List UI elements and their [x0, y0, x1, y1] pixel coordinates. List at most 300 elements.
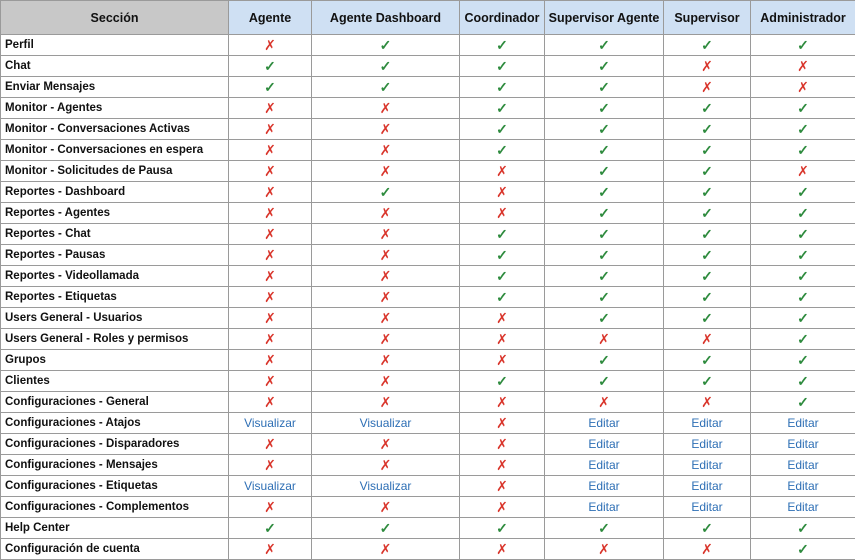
permission-cell [545, 203, 664, 224]
section-name: Reportes - Dashboard [1, 182, 229, 203]
permission-level-text: Editar [691, 458, 723, 472]
permission-cell [460, 329, 545, 350]
check-icon: ✓ [496, 225, 508, 242]
table-row [1, 56, 855, 77]
table-row [1, 392, 855, 413]
table-row [1, 476, 855, 497]
permission-cell [664, 329, 751, 350]
permission-cell [545, 413, 664, 434]
cross-icon: ✗ [264, 162, 276, 179]
permission-cell [229, 434, 312, 455]
permission-level-text: Editar [588, 500, 620, 514]
permission-cell [460, 539, 545, 560]
permission-cell [664, 539, 751, 560]
permission-cell [751, 371, 855, 392]
section-name: Configuraciones - Atajos [1, 413, 229, 434]
cross-icon: ✗ [496, 162, 508, 179]
permission-cell [545, 245, 664, 266]
permission-cell [460, 308, 545, 329]
permission-cell [545, 224, 664, 245]
check-icon: ✓ [598, 120, 610, 137]
permission-cell [545, 539, 664, 560]
section-name: Grupos [1, 350, 229, 371]
cross-icon: ✗ [496, 456, 508, 473]
permission-cell [664, 476, 751, 497]
permission-cell [229, 56, 312, 77]
permission-cell [751, 182, 855, 203]
section-name: Reportes - Pausas [1, 245, 229, 266]
cross-icon: ✗ [496, 393, 508, 410]
table-row [1, 518, 855, 539]
cross-icon: ✗ [264, 204, 276, 221]
table-row [1, 203, 855, 224]
permission-cell [664, 224, 751, 245]
cross-icon: ✗ [264, 267, 276, 284]
permission-level-text: Editar [787, 437, 819, 451]
section-name: Monitor - Solicitudes de Pausa [1, 161, 229, 182]
check-icon: ✓ [379, 36, 392, 53]
permission-cell [229, 371, 312, 392]
permission-cell [751, 476, 855, 497]
permission-cell [312, 539, 460, 560]
section-name: Monitor - Conversaciones Activas [1, 119, 229, 140]
section-name: Chat [1, 56, 229, 77]
check-icon: ✓ [797, 246, 809, 263]
cross-icon: ✗ [379, 372, 392, 389]
table-row [1, 119, 855, 140]
permission-cell [751, 539, 855, 560]
permission-cell [460, 161, 545, 182]
header-administrador: Administrador [751, 1, 855, 35]
cross-icon: ✗ [379, 120, 392, 137]
check-icon: ✓ [701, 141, 713, 158]
cross-icon: ✗ [264, 351, 276, 368]
check-icon: ✓ [496, 141, 508, 158]
check-icon: ✓ [797, 99, 809, 116]
permission-cell [545, 455, 664, 476]
cross-icon: ✗ [496, 498, 508, 515]
permission-level-text: Editar [787, 500, 819, 514]
permission-cell [460, 35, 545, 56]
permission-cell [664, 140, 751, 161]
permission-cell [545, 350, 664, 371]
cross-icon: ✗ [496, 351, 508, 368]
permission-cell [751, 518, 855, 539]
cross-icon: ✗ [496, 435, 508, 452]
permission-cell [312, 35, 460, 56]
cross-icon: ✗ [264, 36, 276, 53]
permission-cell [664, 98, 751, 119]
permission-cell [312, 308, 460, 329]
permission-level-text: Visualizar [359, 479, 412, 493]
cross-icon: ✗ [264, 330, 276, 347]
permission-level-text: Editar [787, 416, 819, 430]
permission-cell [664, 371, 751, 392]
permission-level-text: Editar [787, 458, 819, 472]
section-name: Configuraciones - Etiquetas [1, 476, 229, 497]
cross-icon: ✗ [379, 267, 392, 284]
cross-icon: ✗ [264, 372, 276, 389]
section-name: Reportes - Etiquetas [1, 287, 229, 308]
permission-level-text: Editar [588, 458, 620, 472]
permission-cell [545, 434, 664, 455]
check-icon: ✓ [701, 225, 713, 242]
table-row [1, 539, 855, 560]
permission-cell [751, 119, 855, 140]
check-icon: ✓ [598, 309, 610, 326]
check-icon: ✓ [701, 519, 713, 536]
cross-icon: ✗ [598, 393, 610, 410]
cross-icon: ✗ [264, 183, 276, 200]
check-icon: ✓ [797, 141, 809, 158]
permission-cell [229, 455, 312, 476]
permission-cell [312, 98, 460, 119]
section-name: Reportes - Chat [1, 224, 229, 245]
permission-cell [460, 98, 545, 119]
permission-cell [545, 518, 664, 539]
cross-icon: ✗ [264, 456, 276, 473]
cross-icon: ✗ [379, 204, 392, 221]
cross-icon: ✗ [379, 288, 392, 305]
cross-icon: ✗ [379, 540, 392, 557]
check-icon: ✓ [701, 99, 713, 116]
check-icon: ✓ [598, 519, 610, 536]
permission-level-text: Editar [588, 479, 620, 493]
check-icon: ✓ [379, 519, 392, 536]
cross-icon: ✗ [264, 99, 276, 116]
check-icon: ✓ [797, 120, 809, 137]
cross-icon: ✗ [701, 540, 713, 557]
permission-cell [312, 434, 460, 455]
check-icon: ✓ [701, 120, 713, 137]
permission-cell [460, 350, 545, 371]
permission-cell [312, 161, 460, 182]
check-icon: ✓ [797, 183, 809, 200]
cross-icon: ✗ [797, 57, 809, 74]
cross-icon: ✗ [496, 414, 508, 431]
permission-cell [312, 329, 460, 350]
cross-icon: ✗ [264, 393, 276, 410]
permission-cell [312, 140, 460, 161]
cross-icon: ✗ [496, 330, 508, 347]
permission-cell [460, 371, 545, 392]
check-icon: ✓ [496, 57, 508, 74]
permission-cell [229, 518, 312, 539]
permission-cell [460, 203, 545, 224]
section-name: Clientes [1, 371, 229, 392]
permission-cell [312, 245, 460, 266]
table-row [1, 161, 855, 182]
permission-cell [545, 476, 664, 497]
permission-cell [460, 413, 545, 434]
permission-cell [229, 203, 312, 224]
check-icon: ✓ [598, 204, 610, 221]
permission-cell [545, 329, 664, 350]
check-icon: ✓ [264, 57, 276, 74]
permission-cell [229, 413, 312, 434]
permission-cell [751, 434, 855, 455]
permission-cell [664, 434, 751, 455]
table-row [1, 35, 855, 56]
check-icon: ✓ [701, 309, 713, 326]
permission-cell [229, 392, 312, 413]
check-icon: ✓ [598, 141, 610, 158]
check-icon: ✓ [379, 78, 392, 95]
permission-cell [664, 245, 751, 266]
permission-cell [229, 77, 312, 98]
permission-cell [229, 497, 312, 518]
permission-cell [312, 203, 460, 224]
cross-icon: ✗ [379, 456, 392, 473]
cross-icon: ✗ [797, 162, 809, 179]
permission-cell [312, 371, 460, 392]
check-icon: ✓ [701, 246, 713, 263]
section-name: Reportes - Agentes [1, 203, 229, 224]
table-row [1, 287, 855, 308]
cross-icon: ✗ [264, 141, 276, 158]
cross-icon: ✗ [379, 330, 392, 347]
permission-cell [751, 245, 855, 266]
permission-cell [460, 455, 545, 476]
permission-cell [664, 455, 751, 476]
check-icon: ✓ [797, 204, 809, 221]
permission-level-text: Visualizar [244, 416, 296, 430]
cross-icon: ✗ [264, 309, 276, 326]
permission-level-text: Editar [691, 416, 723, 430]
section-name: Configuraciones - Disparadores [1, 434, 229, 455]
cross-icon: ✗ [264, 435, 276, 452]
permission-cell [312, 119, 460, 140]
permission-cell [664, 287, 751, 308]
check-icon: ✓ [598, 99, 610, 116]
permission-cell [312, 56, 460, 77]
check-icon: ✓ [598, 288, 610, 305]
check-icon: ✓ [496, 372, 508, 389]
cross-icon: ✗ [496, 309, 508, 326]
check-icon: ✓ [701, 36, 713, 53]
cross-icon: ✗ [264, 288, 276, 305]
check-icon: ✓ [496, 519, 508, 536]
permission-cell [664, 182, 751, 203]
check-icon: ✓ [598, 36, 610, 53]
permission-cell [545, 371, 664, 392]
cross-icon: ✗ [264, 498, 276, 515]
permission-cell [664, 392, 751, 413]
check-icon: ✓ [496, 36, 508, 53]
permission-level-text: Editar [588, 416, 620, 430]
cross-icon: ✗ [496, 183, 508, 200]
permission-cell [664, 413, 751, 434]
check-icon: ✓ [797, 540, 809, 557]
permission-cell [460, 245, 545, 266]
check-icon: ✓ [598, 78, 610, 95]
cross-icon: ✗ [379, 393, 392, 410]
table-row [1, 413, 855, 434]
permission-cell [460, 224, 545, 245]
check-icon: ✓ [701, 288, 713, 305]
permission-level-text: Visualizar [359, 416, 412, 430]
check-icon: ✓ [797, 288, 809, 305]
header-supervisor: Supervisor [664, 1, 751, 35]
cross-icon: ✗ [379, 99, 392, 116]
check-icon: ✓ [264, 78, 276, 95]
cross-icon: ✗ [496, 204, 508, 221]
permission-cell [460, 119, 545, 140]
header-seccion: Sección [1, 1, 229, 35]
check-icon: ✓ [379, 57, 392, 74]
permission-cell [664, 497, 751, 518]
check-icon: ✓ [379, 183, 392, 200]
permission-cell [312, 224, 460, 245]
cross-icon: ✗ [379, 162, 392, 179]
permission-cell [545, 287, 664, 308]
permission-cell [664, 56, 751, 77]
table-row [1, 266, 855, 287]
cross-icon: ✗ [701, 330, 713, 347]
check-icon: ✓ [598, 57, 610, 74]
permission-cell [312, 182, 460, 203]
permission-cell [664, 266, 751, 287]
permission-cell [664, 350, 751, 371]
cross-icon: ✗ [701, 78, 713, 95]
permission-cell [664, 35, 751, 56]
permission-cell [664, 119, 751, 140]
check-icon: ✓ [598, 183, 610, 200]
permission-cell [545, 497, 664, 518]
permission-cell [460, 266, 545, 287]
permission-cell [312, 518, 460, 539]
permission-level-text: Editar [691, 437, 723, 451]
permission-cell [545, 308, 664, 329]
cross-icon: ✗ [496, 540, 508, 557]
check-icon: ✓ [598, 372, 610, 389]
permission-cell [664, 203, 751, 224]
section-name: Perfil [1, 35, 229, 56]
permission-cell [229, 539, 312, 560]
permission-cell [545, 56, 664, 77]
section-name: Monitor - Agentes [1, 98, 229, 119]
permission-cell [229, 140, 312, 161]
permission-cell [229, 119, 312, 140]
header-supervisor-agente: Supervisor Agente [545, 1, 664, 35]
check-icon: ✓ [797, 351, 809, 368]
header-agente: Agente [229, 1, 312, 35]
cross-icon: ✗ [379, 246, 392, 263]
check-icon: ✓ [797, 309, 809, 326]
cross-icon: ✗ [379, 351, 392, 368]
permission-cell [751, 77, 855, 98]
permission-cell [751, 161, 855, 182]
table-body [1, 35, 855, 560]
permission-cell [751, 287, 855, 308]
permission-cell [312, 413, 460, 434]
permission-cell [312, 77, 460, 98]
permission-cell [751, 329, 855, 350]
table-row [1, 455, 855, 476]
check-icon: ✓ [496, 78, 508, 95]
permission-cell [229, 350, 312, 371]
table-row [1, 98, 855, 119]
cross-icon: ✗ [379, 309, 392, 326]
header-coordinador: Coordinador [460, 1, 545, 35]
check-icon: ✓ [701, 204, 713, 221]
check-icon: ✓ [598, 351, 610, 368]
permission-cell [312, 497, 460, 518]
permission-cell [229, 329, 312, 350]
cross-icon: ✗ [598, 330, 610, 347]
cross-icon: ✗ [379, 435, 392, 452]
check-icon: ✓ [598, 225, 610, 242]
permission-cell [460, 182, 545, 203]
check-icon: ✓ [797, 225, 809, 242]
permission-cell [751, 203, 855, 224]
table-row [1, 140, 855, 161]
table-row [1, 77, 855, 98]
check-icon: ✓ [701, 372, 713, 389]
check-icon: ✓ [598, 162, 610, 179]
permission-cell [751, 266, 855, 287]
header-agente-dashboard: Agente Dashboard [312, 1, 460, 35]
cross-icon: ✗ [264, 246, 276, 263]
section-name: Reportes - Videollamada [1, 266, 229, 287]
permission-cell [312, 287, 460, 308]
permission-cell [545, 140, 664, 161]
cross-icon: ✗ [264, 225, 276, 242]
check-icon: ✓ [797, 36, 809, 53]
cross-icon: ✗ [598, 540, 610, 557]
cross-icon: ✗ [701, 57, 713, 74]
permission-level-text: Visualizar [244, 479, 296, 493]
check-icon: ✓ [797, 393, 809, 410]
permission-cell [460, 392, 545, 413]
permission-cell [460, 140, 545, 161]
permission-cell [460, 518, 545, 539]
check-icon: ✓ [797, 330, 809, 347]
permission-cell [229, 35, 312, 56]
permission-cell [229, 98, 312, 119]
header-row [1, 1, 855, 35]
cross-icon: ✗ [264, 540, 276, 557]
permission-cell [545, 266, 664, 287]
permission-cell [229, 308, 312, 329]
table-row [1, 350, 855, 371]
permission-cell [751, 98, 855, 119]
cross-icon: ✗ [797, 78, 809, 95]
permission-cell [751, 308, 855, 329]
check-icon: ✓ [701, 267, 713, 284]
check-icon: ✓ [701, 351, 713, 368]
permission-cell [545, 392, 664, 413]
permission-cell [545, 119, 664, 140]
check-icon: ✓ [496, 246, 508, 263]
section-name: Enviar Mensajes [1, 77, 229, 98]
permission-cell [229, 245, 312, 266]
permission-cell [229, 161, 312, 182]
check-icon: ✓ [701, 162, 713, 179]
permission-cell [460, 77, 545, 98]
permission-cell [751, 224, 855, 245]
check-icon: ✓ [598, 246, 610, 263]
cross-icon: ✗ [701, 393, 713, 410]
permission-cell [229, 224, 312, 245]
table-row [1, 497, 855, 518]
permission-level-text: Editar [787, 479, 819, 493]
permission-cell [312, 350, 460, 371]
check-icon: ✓ [797, 519, 809, 536]
check-icon: ✓ [264, 519, 276, 536]
permission-level-text: Editar [691, 479, 723, 493]
permission-cell [751, 350, 855, 371]
